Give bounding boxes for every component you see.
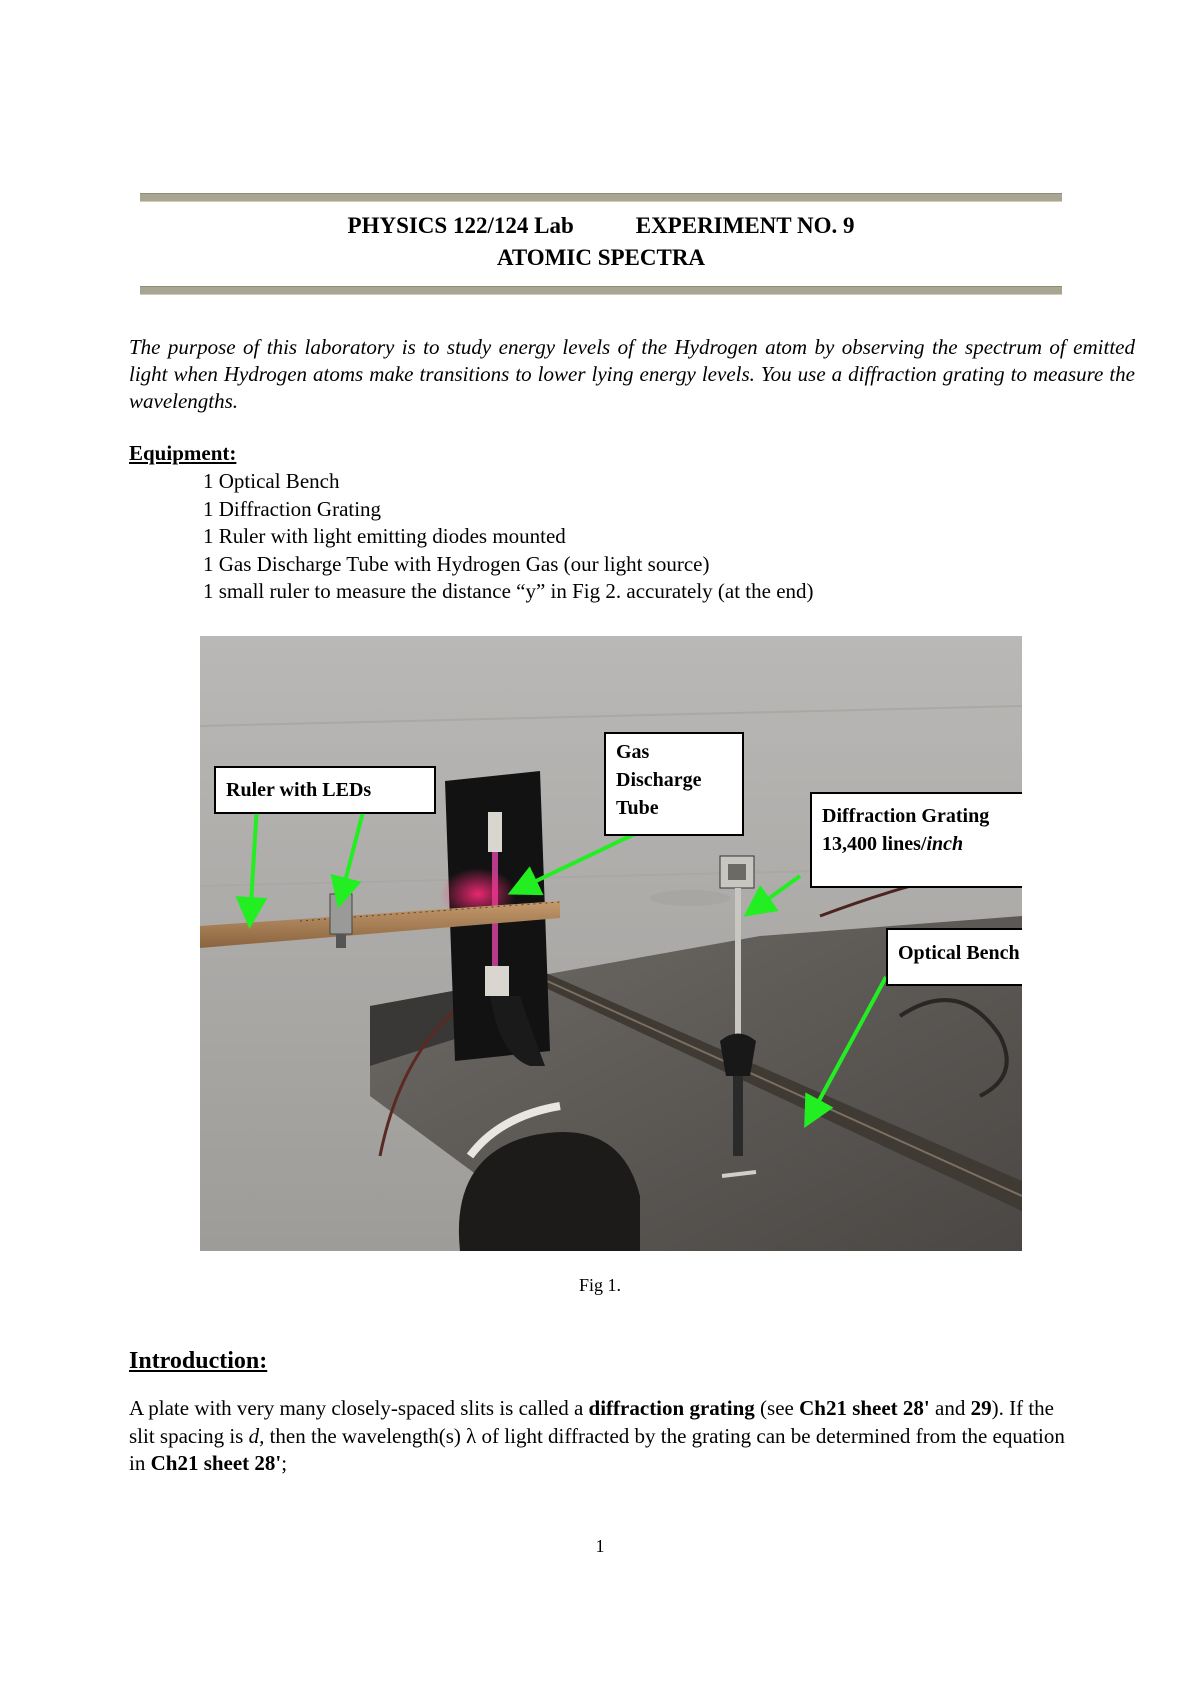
callout-ruler-with-leds	[214, 766, 436, 814]
callout-text	[822, 830, 1022, 858]
callout-text: Diffraction Grating	[822, 805, 990, 827]
text-run: ;	[281, 1451, 288, 1475]
text-run: diffraction grating	[588, 1396, 755, 1420]
text-run: A plate with very many closely-spaced slits is called a	[129, 1396, 589, 1420]
header-bottom-rule	[140, 286, 1062, 295]
equipment-heading: Equipment:	[129, 441, 237, 465]
callout-text-part: inch	[926, 833, 964, 855]
lab-photo	[200, 636, 1022, 1251]
text-run: Ch21 sheet 28'	[799, 1396, 930, 1420]
text-run: then the wavelength(s) λ of light diffracted by the grating can be determined from the equation in	[129, 1423, 1065, 1475]
list-item: 1 Gas Discharge Tube with Hydrogen Gas (our light source)	[203, 551, 710, 576]
text-run: ). If the slit spacing is	[129, 1396, 1054, 1448]
callout-text: Tube	[616, 797, 659, 819]
purpose-paragraph: The purpose of this laboratory is to study energy levels of the Hydrogen atom by observing the spectrum of emitted light when Hydrogen atoms make transitions to lower lying energy levels. You use a diffraction grating to measure the wavelengths.	[129, 335, 1135, 413]
list-item: 1 Ruler with light emitting diodes mounted	[203, 524, 566, 548]
introduction-paragraph	[129, 1395, 1083, 1478]
text-run: 29	[970, 1396, 992, 1420]
introduction-heading: Introduction:	[129, 1348, 268, 1374]
figure-caption: Fig 1.	[578, 1275, 621, 1295]
text-run: and	[929, 1396, 971, 1420]
experiment-label: EXPERIMENT NO. 9	[635, 213, 855, 238]
equipment-list	[203, 468, 814, 606]
page-number: 1	[595, 1536, 605, 1556]
callout-optical-bench	[886, 928, 1022, 986]
header-top-rule	[140, 193, 1062, 202]
page-title-line-2: ATOMIC SPECTRA	[496, 245, 706, 270]
page-title-line-1	[140, 213, 1062, 239]
text-run: d,	[248, 1423, 265, 1448]
callout-text-part: 13,400 lines/	[822, 833, 927, 855]
list-item: 1 small ruler to measure the distance “y” in Fig 2. accurately (at the end)	[203, 579, 814, 603]
callout-text: Ruler with LEDs	[226, 779, 372, 801]
callout-text: Optical Bench	[898, 942, 1020, 964]
list-item: 1 Optical Bench	[203, 469, 340, 493]
callout-diffraction-grating	[810, 792, 1022, 888]
callout-text: Gas	[616, 741, 650, 763]
course-label: PHYSICS 122/124 Lab	[347, 213, 574, 238]
callout-text: Discharge	[616, 769, 702, 791]
text-run: (see	[754, 1396, 800, 1420]
list-item: 1 Diffraction Grating	[203, 496, 382, 521]
text-run: Ch21 sheet 28'	[150, 1451, 282, 1475]
callout-gas-discharge-tube	[604, 732, 744, 836]
